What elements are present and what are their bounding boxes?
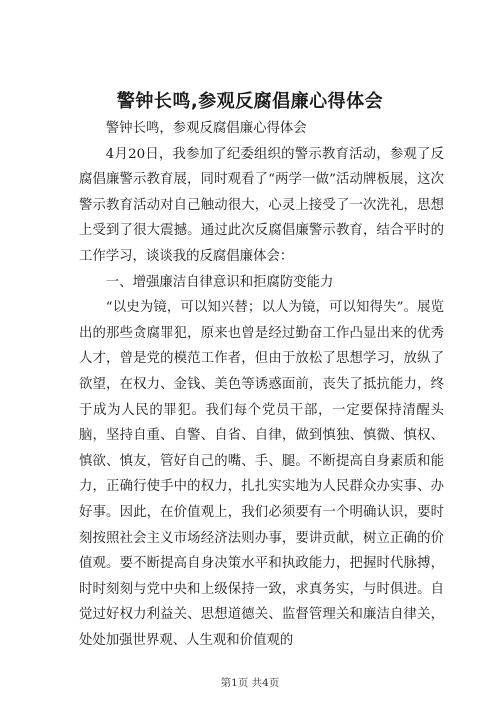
section-heading: 一、增强廉洁自律意识和拒腐防变能力 (105, 274, 334, 290)
subtitle-paragraph: 警钟长鸣，参观反腐倡廉心得体会 (105, 121, 307, 136)
page-number: 第1页 共4页 (220, 677, 280, 689)
page-footer (0, 676, 500, 690)
intro-paragraph: 4月20日，我参加了纪委组织的警示教育活动，参观了反腐倡廉警示教育展，同时观看了“两学一做”活动牌板展，这次警示教育活动对自己触动很大，心灵上接受了一次洗礼，思想上受到了很大震撼。通过此次反腐倡廉警示教育，结合平时的工作学习，谈谈我的反腐倡廉体会： (79, 146, 444, 264)
document-body (79, 116, 444, 653)
body-paragraph: “以史为镜，可以知兴替；以人为镜，可以知得失”。展览出的那些贪腐罪犯，原来也曾是经过勤奋工作凸显出来的优秀人才，曾是党的模范工作者，但由于放松了思想学习，放纵了欲望，在权力、金钱、美色等诱惑面前，丧失了抵抗能力，终于成为人民的罪犯。我们每个党员干部，一定要保持清醒头脑，坚持自重、自警、自省、自律，做到慎独、慎微、慎权、慎欲、慎友，管好自己的嘴、手、腿。不断提高自身素质和能力，正确行使手中的权力，扎扎实实地为人民群众办实事、办好事。因此，在价值观上，我们必须要有一个明确认识，要时刻按照社会主义市场经济法则办事，要讲贡献，树立正确的价值观。要不断提高自身决策水平和执政能力，把握时代脉搏，时时刻刻与党中央和上级保持一致，求真务实，与时俱进。自觉过好权力利益关、思想道德关、监督管理关和廉洁自律关，处处加强世界观、人生观和价值观的 (79, 300, 444, 648)
document-title: 警钟长鸣,参观反腐倡廉心得体会 (116, 91, 384, 112)
